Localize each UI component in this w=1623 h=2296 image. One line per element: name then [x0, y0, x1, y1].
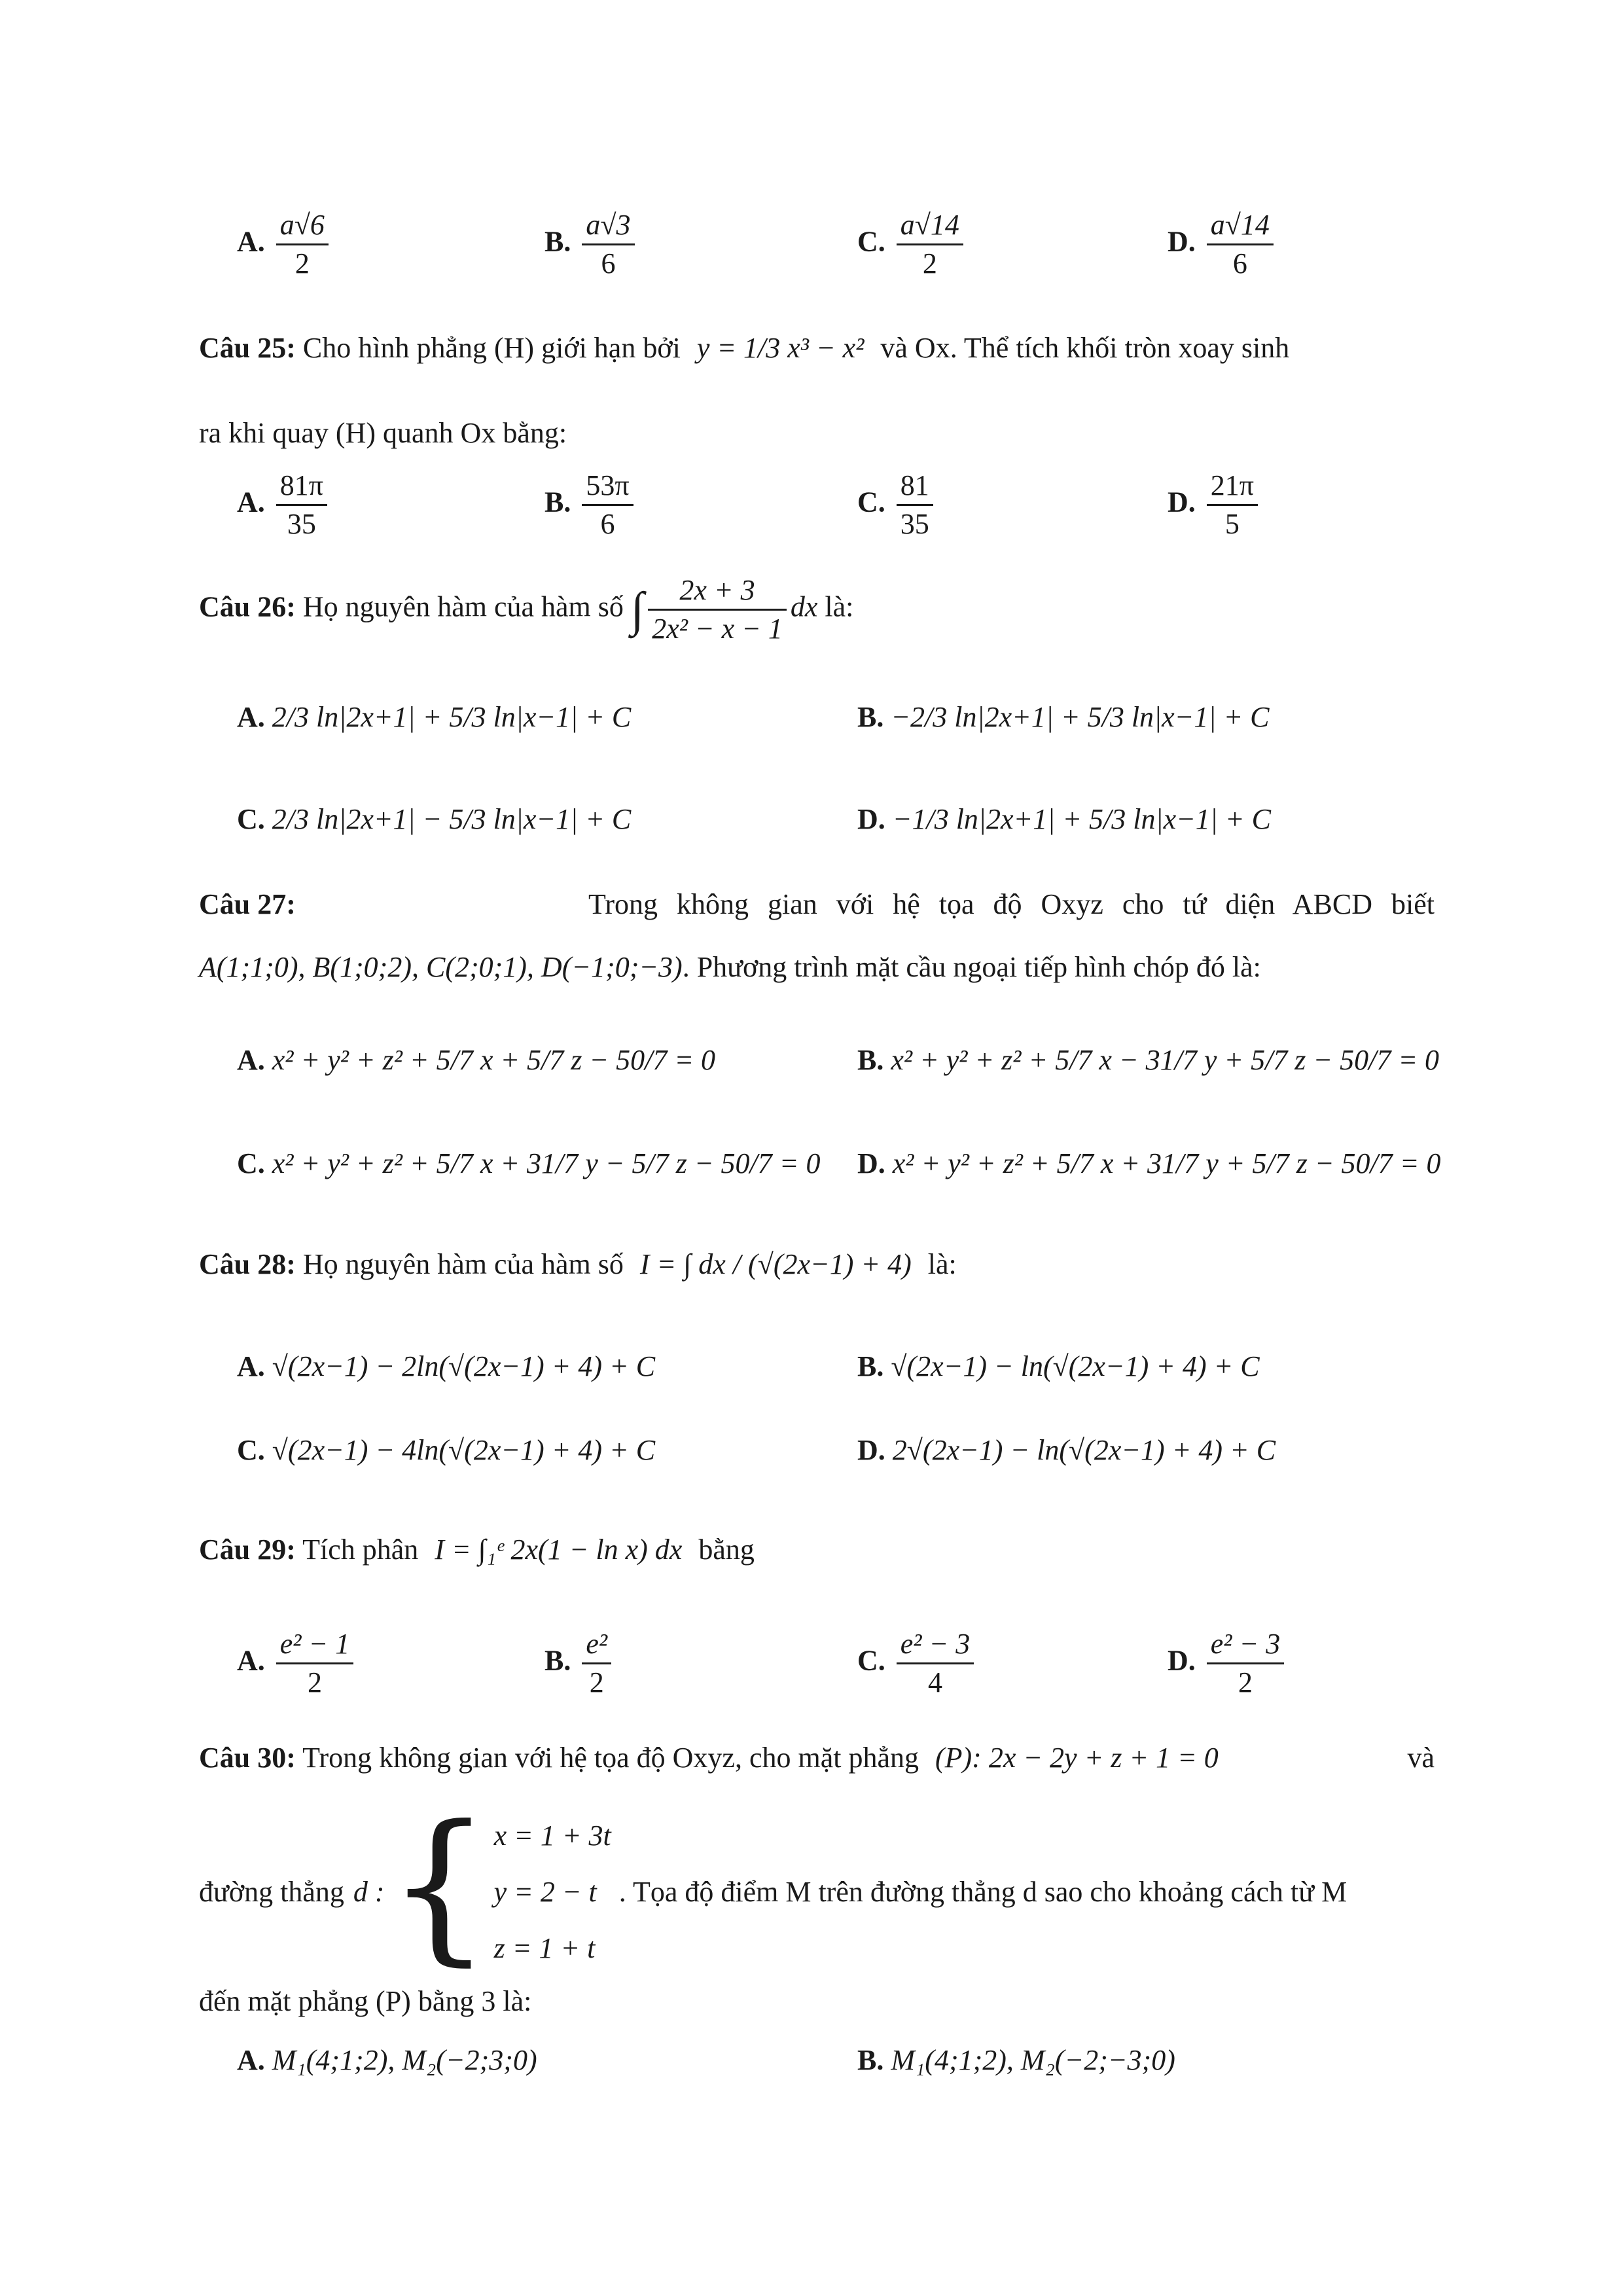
fraction: $\frac{a√14}{2}$ [897, 211, 963, 278]
q24-option-b [544, 211, 639, 278]
points: A(1;1;0), B(1;0;2), C(2;0;1), D(−1;0;−3) [199, 951, 683, 983]
q25-option-c [857, 471, 937, 539]
fraction: $\frac{\text{e² − 3}}{2}$ [1207, 1630, 1284, 1697]
plane-equation: (P): 2x − 2y + z + 1 = 0 [935, 1742, 1219, 1774]
q26-option-d: D. −1/3 ln|2x+1| + 5/3 ln|x−1| + C [857, 803, 1271, 835]
q26-stem: Câu 26: Họ nguyên hàm của hàm số ∫ $\frac{2x + 3}{\text{2x² − x − 1}}$ dx là: [199, 574, 854, 645]
fraction: $\frac{\text{e² − 1}}{2}$ [276, 1630, 353, 1697]
line-name: d : [353, 1876, 385, 1908]
fraction: $\frac{a√14}{6}$ [1207, 211, 1274, 278]
fraction: $\frac{\text{e² − 3}}{4}$ [897, 1630, 974, 1697]
fraction: $\frac{2x + 3}{\text{2x² − x − 1}}$ [648, 576, 787, 643]
option-label: A. [237, 1644, 265, 1677]
fraction: $\frac{53\pi}{6}$ [582, 471, 633, 539]
option-label: A. [237, 2044, 265, 2076]
option-label: A. [237, 701, 265, 733]
option-label: B. [857, 2044, 884, 2076]
q24-option-c [857, 211, 967, 278]
q29-option-d [1168, 1630, 1288, 1697]
option-label: A. [237, 225, 265, 258]
option-label: B. [857, 701, 884, 733]
option-label: C. [857, 1644, 885, 1677]
q30-option-b: B. M₁(4;1;2), M₂(−2;−3;0) [857, 2044, 1175, 2076]
formula: y = 1/3 x³ − x² [696, 332, 865, 364]
q28-stem: Câu 28: Họ nguyên hàm của hàm số I = ∫ dx / (√(2x−1) + 4) là: [199, 1248, 957, 1280]
q26-option-b: B. −2/3 ln|2x+1| + 5/3 ln|x−1| + C [857, 701, 1270, 733]
q30-stem-line2: đường thẳng d : { x = 1 + 3t y = 2 − t z = 1 + t . Tọa độ điểm M trên đường thẳng d sao cho khoảng cách từ M [199, 1790, 1347, 1981]
integral: I = ∫₁ᵉ 2x(1 − ln x) dx [435, 1534, 683, 1566]
q27-stem-line2: A(1;1;0), B(1;0;2), C(2;0;1), D(−1;0;−3). Phương trình mặt cầu ngoại tiếp hình chóp đó là: [199, 951, 1261, 983]
option-label: B. [857, 1350, 884, 1382]
q30-stem-line3: đến mặt phẳng (P) bằng 3 là: [199, 1985, 532, 2017]
fraction: $\frac{\text{e²}}{2}$ [582, 1630, 611, 1697]
option-label: B. [544, 1644, 571, 1677]
option-label: C. [237, 1434, 265, 1466]
question-number: Câu 28: [199, 1248, 296, 1280]
q24-option-d [1168, 211, 1277, 278]
integral: I = ∫ dx / (√(2x−1) + 4) [639, 1248, 912, 1280]
q29-option-a [237, 1630, 357, 1697]
q29-option-b [544, 1630, 615, 1697]
brace: { [387, 1790, 491, 1981]
q27-option-b: B. x² + y² + z² + 5/7 x − 31/7 y + 5/7 z − 50/7 = 0 [857, 1044, 1440, 1076]
q27-option-c: C. x² + y² + z² + 5/7 x + 31/7 y − 5/7 z − 50/7 = 0 [237, 1147, 821, 1179]
option-label: D. [1168, 486, 1196, 518]
option-label: C. [237, 1147, 265, 1179]
question-number: Câu 30: [199, 1742, 296, 1774]
q26-option-c: C. 2/3 ln|2x+1| − 5/3 ln|x−1| + C [237, 803, 632, 835]
option-label: D. [1168, 1644, 1196, 1677]
fraction: $\frac{a√3}{6}$ [582, 211, 634, 278]
question-number: Câu 29: [199, 1534, 296, 1566]
question-number: Câu 25: [199, 332, 296, 364]
q27-option-d: D. x² + y² + z² + 5/7 x + 31/7 y + 5/7 z − 50/7 = 0 [857, 1147, 1441, 1179]
q29-stem: Câu 29: Tích phân I = ∫₁ᵉ 2x(1 − ln x) dx bằng [199, 1534, 755, 1566]
q28-option-c: C. √(2x−1) − 4ln(√(2x−1) + 4) + C [237, 1434, 656, 1466]
option-label: C. [857, 225, 885, 258]
option-label: A. [237, 1044, 265, 1076]
integral-sign: ∫ [630, 583, 645, 637]
q25-option-b [544, 471, 637, 539]
option-label: A. [237, 486, 265, 518]
fraction: $\frac{a√6}{2}$ [276, 211, 329, 278]
q28-option-a: A. √(2x−1) − 2ln(√(2x−1) + 4) + C [237, 1350, 656, 1382]
q30-stem: Câu 30: Trong không gian với hệ tọa độ Oxyz, cho mặt phẳng (P): 2x − 2y + z + 1 = 0 và [199, 1742, 1435, 1774]
option-label: C. [857, 486, 885, 518]
q28-option-d: D. 2√(2x−1) − ln(√(2x−1) + 4) + C [857, 1434, 1276, 1466]
q27-option-a: A. x² + y² + z² + 5/7 x + 5/7 z − 50/7 = 0 [237, 1044, 716, 1076]
q25-option-a [237, 471, 331, 539]
question-number: Câu 27: [199, 888, 296, 920]
q25-stem-line2: ra khi quay (H) quanh Ox bằng: [199, 417, 567, 449]
q29-option-c [857, 1630, 978, 1697]
q30-option-a: A. M₁(4;1;2), M₂(−2;3;0) [237, 2044, 537, 2076]
q27-stem: Câu 27: Trong không gian với hệ tọa độ Oxyz cho tứ diện ABCD biết [199, 888, 1435, 920]
question-number: Câu 26: [199, 590, 296, 623]
line-system: x = 1 + 3t y = 2 − t z = 1 + t [493, 1820, 611, 1964]
q25-stem: Câu 25: Cho hình phẳng (H) giới hạn bởi y = 1/3 x³ − x² và Ox. Thể tích khối tròn xoay sinh [199, 332, 1290, 364]
option-label: C. [237, 803, 265, 835]
q28-option-b: B. √(2x−1) − ln(√(2x−1) + 4) + C [857, 1350, 1260, 1382]
fraction: $\frac{81}{35}$ [897, 471, 933, 539]
option-label: D. [1168, 225, 1196, 258]
q24-option-a [237, 211, 332, 278]
option-label: A. [237, 1350, 265, 1382]
option-label: D. [857, 1147, 885, 1179]
option-label: D. [857, 1434, 885, 1466]
q25-option-d [1168, 471, 1262, 539]
option-label: B. [544, 486, 571, 518]
fraction: $\frac{21\pi}{5}$ [1207, 471, 1258, 539]
option-label: B. [544, 225, 571, 258]
option-label: B. [857, 1044, 884, 1076]
q26-option-a: A. 2/3 ln|2x+1| + 5/3 ln|x−1| + C [237, 701, 632, 733]
fraction: $\frac{81\pi}{35}$ [276, 471, 327, 539]
option-label: D. [857, 803, 885, 835]
